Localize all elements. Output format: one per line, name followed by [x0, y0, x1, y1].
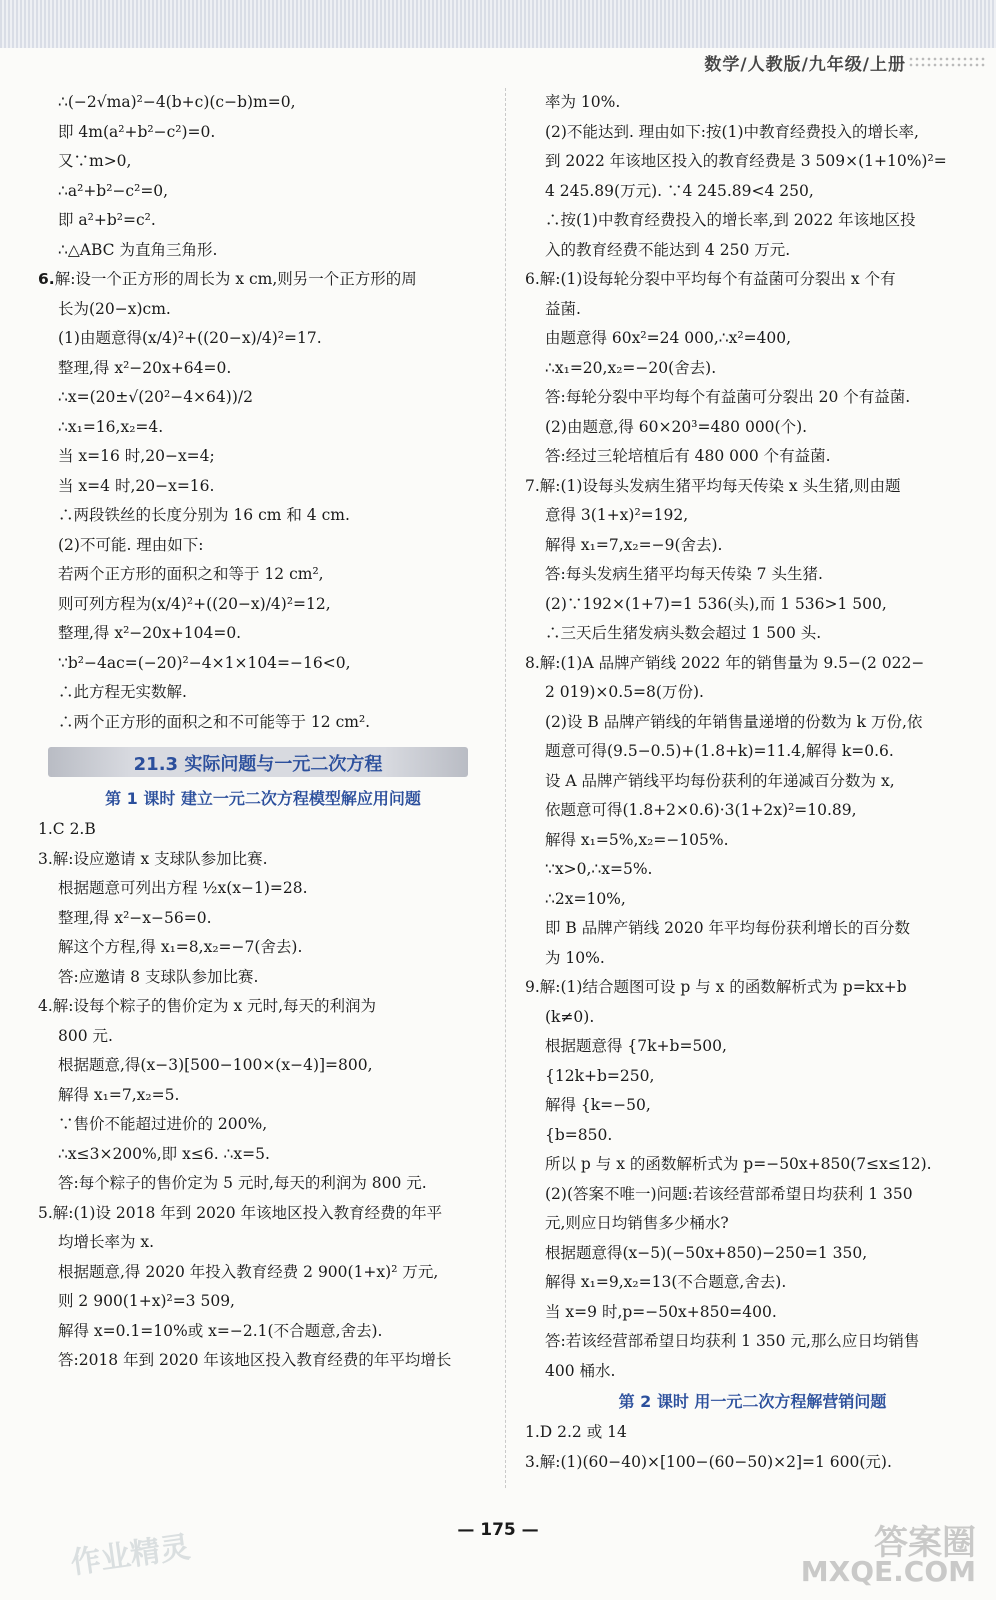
- section-banner: [48, 747, 468, 777]
- answer-line: ∵x>0,∴x=5%.: [545, 860, 653, 878]
- answer-line: 答:每个粽子的售价定为 5 元时,每天的利润为 800 元.: [58, 1174, 427, 1192]
- running-header: 数学/人教版/九年级/上册: [704, 55, 906, 75]
- answer-line: 5.解:(1)设 2018 年到 2020 年该地区投入教育经费的年平: [38, 1203, 443, 1222]
- q6-answer-line: 若两个正方形的面积之和等于 12 cm²,: [58, 565, 324, 583]
- answer-line: 9.解:(1)结合题图可设 p 与 x 的函数解析式为 p=kx+b: [525, 978, 907, 996]
- right-bottom-block: [525, 1418, 980, 1477]
- answer-line: 800 元.: [58, 1026, 113, 1045]
- answer-line: (2)设 B 品牌产销线的年销售量递增的份数为 k 万份,依: [545, 712, 923, 731]
- q6-answer-line: ∴x₁=16,x₂=4.: [58, 417, 164, 436]
- answer-line: 为 10%.: [545, 948, 605, 967]
- q6-answer-line: 长为(20−x)cm.: [58, 299, 171, 318]
- section-title: 21.3 实际问题与一元二次方程: [133, 754, 383, 775]
- answer-line: 答:经过三轮培植后有 480 000 个有益菌.: [545, 447, 831, 465]
- q6-answer-line: 当 x=4 时,20−x=16.: [58, 476, 215, 495]
- answer-line: 根据题意,得 2020 年投入教育经费 2 900(1+x)² 万元,: [58, 1262, 439, 1281]
- q6-answer-line: 当 x=16 时,20−x=4;: [58, 447, 215, 465]
- left-top-block: [38, 88, 488, 265]
- answer-line: {b=850.: [545, 1125, 613, 1144]
- answer-line: ∴a²+b²−c²=0,: [58, 181, 169, 200]
- answer-line: 解这个方程,得 x₁=8,x₂=−7(舍去).: [58, 938, 303, 956]
- answer-line: 答:2018 年到 2020 年该地区投入教育经费的年平均增长: [58, 1351, 452, 1369]
- answer-line: 1.C 2.B: [38, 820, 96, 838]
- answer-line: (2)由题意,得 60×20³=480 000(个).: [545, 417, 808, 436]
- answer-line: ∴x₁=20,x₂=−20(舍去).: [545, 358, 717, 377]
- answer-line: ∴按(1)中教育经费投入的增长率,到 2022 年该地区投: [545, 211, 916, 229]
- answer-line: 均增长率为 x.: [58, 1233, 155, 1251]
- top-banner: [0, 0, 996, 48]
- answer-line: 3.解:设应邀请 x 支球队参加比赛.: [38, 849, 268, 868]
- answer-line: 则 2 900(1+x)²=3 509,: [58, 1292, 235, 1310]
- lesson-1-title: 第 1 课时 建立一元二次方程模型解应用问题: [105, 789, 421, 808]
- answer-line: 答:每头发病生猪平均每天传染 7 头生猪.: [545, 565, 823, 583]
- answer-line: 根据题意,得(x−3)[500−100×(x−4)]=800,: [58, 1056, 373, 1074]
- answer-line: 3.解:(1)(60−40)×[100−(60−50)×2]=1 600(元).: [525, 1452, 892, 1471]
- answer-line: 入的教育经费不能达到 4 250 万元.: [545, 240, 791, 259]
- q6-answer-line: 整理,得 x²−20x+64=0.: [58, 358, 232, 377]
- answer-line: 又∵m>0,: [58, 152, 132, 170]
- answer-line: 根据题意得(x−5)(−50x+850)−250=1 350,: [545, 1243, 868, 1262]
- watermark-text: 作业精灵: [68, 1529, 193, 1582]
- answer-line: 元,则应日均销售多少桶水?: [545, 1214, 729, 1232]
- q6-answer-line: (1)由题意得(x/4)²+((20−x)/4)²=17.: [58, 329, 322, 347]
- answer-line: 解得 x₁=7,x₂=−9(舍去).: [545, 535, 723, 554]
- answer-line: 到 2022 年该地区投入的教育经费是 3 509×(1+10%)²=: [545, 152, 947, 170]
- answer-line: 率为 10%.: [545, 93, 621, 111]
- answer-line: ∵售价不能超过进价的 200%,: [58, 1115, 268, 1133]
- q6-answer-line: ∴两个正方形的面积之和不可能等于 12 cm².: [58, 712, 371, 731]
- answer-line: 解得 x₁=9,x₂=13(不合题意,舍去).: [545, 1273, 787, 1291]
- column-divider: [505, 88, 506, 1488]
- answer-line: ∴△ABC 为直角三角形.: [58, 240, 218, 259]
- answer-line: {12k+b=250,: [545, 1066, 655, 1085]
- answer-line: 解得 x₁=7,x₂=5.: [58, 1085, 180, 1104]
- answer-line: 设 A 品牌产销线平均每份获利的年递减百分数为 x,: [545, 771, 895, 790]
- answer-line: 即 a²+b²=c².: [58, 211, 156, 229]
- answer-line: ∴三天后生猪发病头数会超过 1 500 头.: [545, 624, 822, 642]
- answer-line: 即 B 品牌产销线 2020 年平均每份获利增长的百分数: [545, 919, 911, 937]
- q6-answer-line: ∵b²−4ac=(−20)²−4×1×104=−16<0,: [58, 653, 351, 672]
- right-column: [525, 88, 980, 1477]
- answer-line: 解得 {k=−50,: [545, 1096, 651, 1114]
- answer-line: 根据题意可列出方程 ½x(x−1)=28.: [58, 879, 308, 897]
- answer-line: 依题意可得(1.8+2×0.6)·3(1+2x)²=10.89,: [545, 801, 857, 819]
- left-bottom-block: [38, 815, 488, 1376]
- page-number: — 175 —: [457, 1520, 539, 1540]
- answer-line: 答:若该经营部希望日均获利 1 350 元,那么应日均销售: [545, 1332, 920, 1350]
- q6-answer-line: ∴此方程无实数解.: [58, 683, 187, 701]
- header-decoration: [908, 56, 986, 68]
- watermark-logo-text: 答案圈: [874, 1523, 976, 1563]
- q6-answer-line: 则可列方程为(x/4)²+((20−x)/4)²=12,: [58, 594, 331, 613]
- answer-line: 所以 p 与 x 的函数解析式为 p=−50x+850(7≤x≤12).: [545, 1155, 932, 1173]
- answer-line: 6.解:(1)设每轮分裂中平均每个有益菌可分裂出 x 个有: [525, 270, 896, 288]
- answer-line: 解得 x₁=5%,x₂=−105%.: [545, 830, 729, 849]
- watermark-url: MXQE.COM: [800, 1555, 976, 1588]
- answer-line: 1.D 2.2 或 14: [525, 1423, 627, 1441]
- lesson-2-title: 第 2 课时 用一元二次方程解营销问题: [618, 1392, 887, 1411]
- q6-answer-line: ∴两段铁丝的长度分别为 16 cm 和 4 cm.: [58, 506, 350, 524]
- answer-line: 8.解:(1)A 品牌产销线 2022 年的销售量为 9.5−(2 022−: [525, 653, 925, 672]
- answer-line: 题意可得(9.5−0.5)+(1.8+k)=11.4,解得 k=0.6.: [545, 742, 894, 760]
- answer-line: (2)不能达到. 理由如下:按(1)中教育经费投入的增长率,: [545, 122, 919, 141]
- answer-line: (2)∵192×(1+7)=1 536(头),而 1 536>1 500,: [545, 594, 887, 613]
- answer-line: ∴2x=10%,: [545, 889, 626, 908]
- answer-line: 7.解:(1)设每头发病生猪平均每天传染 x 头生猪,则由题: [525, 476, 901, 495]
- answer-line: 答:每轮分裂中平均每个有益菌可分裂出 20 个有益菌.: [545, 388, 911, 406]
- answer-line: 益菌.: [545, 299, 581, 318]
- answer-line: 答:应邀请 8 支球队参加比赛.: [58, 967, 259, 986]
- answer-line: 由题意得 60x²=24 000,∴x²=400,: [545, 329, 792, 347]
- answer-line: 4 245.89(万元). ∵4 245.89<4 250,: [545, 181, 814, 200]
- answer-line: ∴(−2√ma)²−4(b+c)(c−b)m=0,: [58, 93, 296, 111]
- question-number: 6.: [38, 270, 55, 288]
- answer-line: 意得 3(1+x)²=192,: [545, 506, 689, 524]
- answer-line: 4.解:设每个粽子的售价定为 x 元时,每天的利润为: [38, 997, 377, 1015]
- answer-line: 整理,得 x²−x−56=0.: [58, 908, 212, 927]
- answer-line: 当 x=9 时,p=−50x+850=400.: [545, 1302, 777, 1321]
- answer-line: ∴x≤3×200%,即 x≤6. ∴x=5.: [58, 1144, 270, 1163]
- answer-line: 400 桶水.: [545, 1361, 616, 1380]
- answer-line: (2)(答案不唯一)问题:若该经营部希望日均获利 1 350: [545, 1184, 913, 1203]
- answer-line: 根据题意得 {7k+b=500,: [545, 1037, 727, 1055]
- q6-answer-line: ∴x=(20±√(20²−4×64))/2: [58, 388, 253, 406]
- answer-line: 即 4m(a²+b²−c²)=0.: [58, 122, 216, 141]
- answer-line: (k≠0).: [545, 1007, 595, 1026]
- answer-line: 2 019)×0.5=8(万份).: [545, 683, 704, 701]
- q6-answer-line: (2)不可能. 理由如下:: [58, 535, 204, 554]
- right-top-block: [525, 88, 980, 1386]
- question-6-block: [38, 265, 488, 737]
- answer-line: 解得 x=0.1=10%或 x=−2.1(不合题意,舍去).: [58, 1321, 383, 1340]
- left-column: [38, 88, 488, 1376]
- q6-answer-line: 6.解:设一个正方形的周长为 x cm,则另一个正方形的周: [38, 270, 417, 288]
- q6-answer-line: 整理,得 x²−20x+104=0.: [58, 624, 242, 642]
